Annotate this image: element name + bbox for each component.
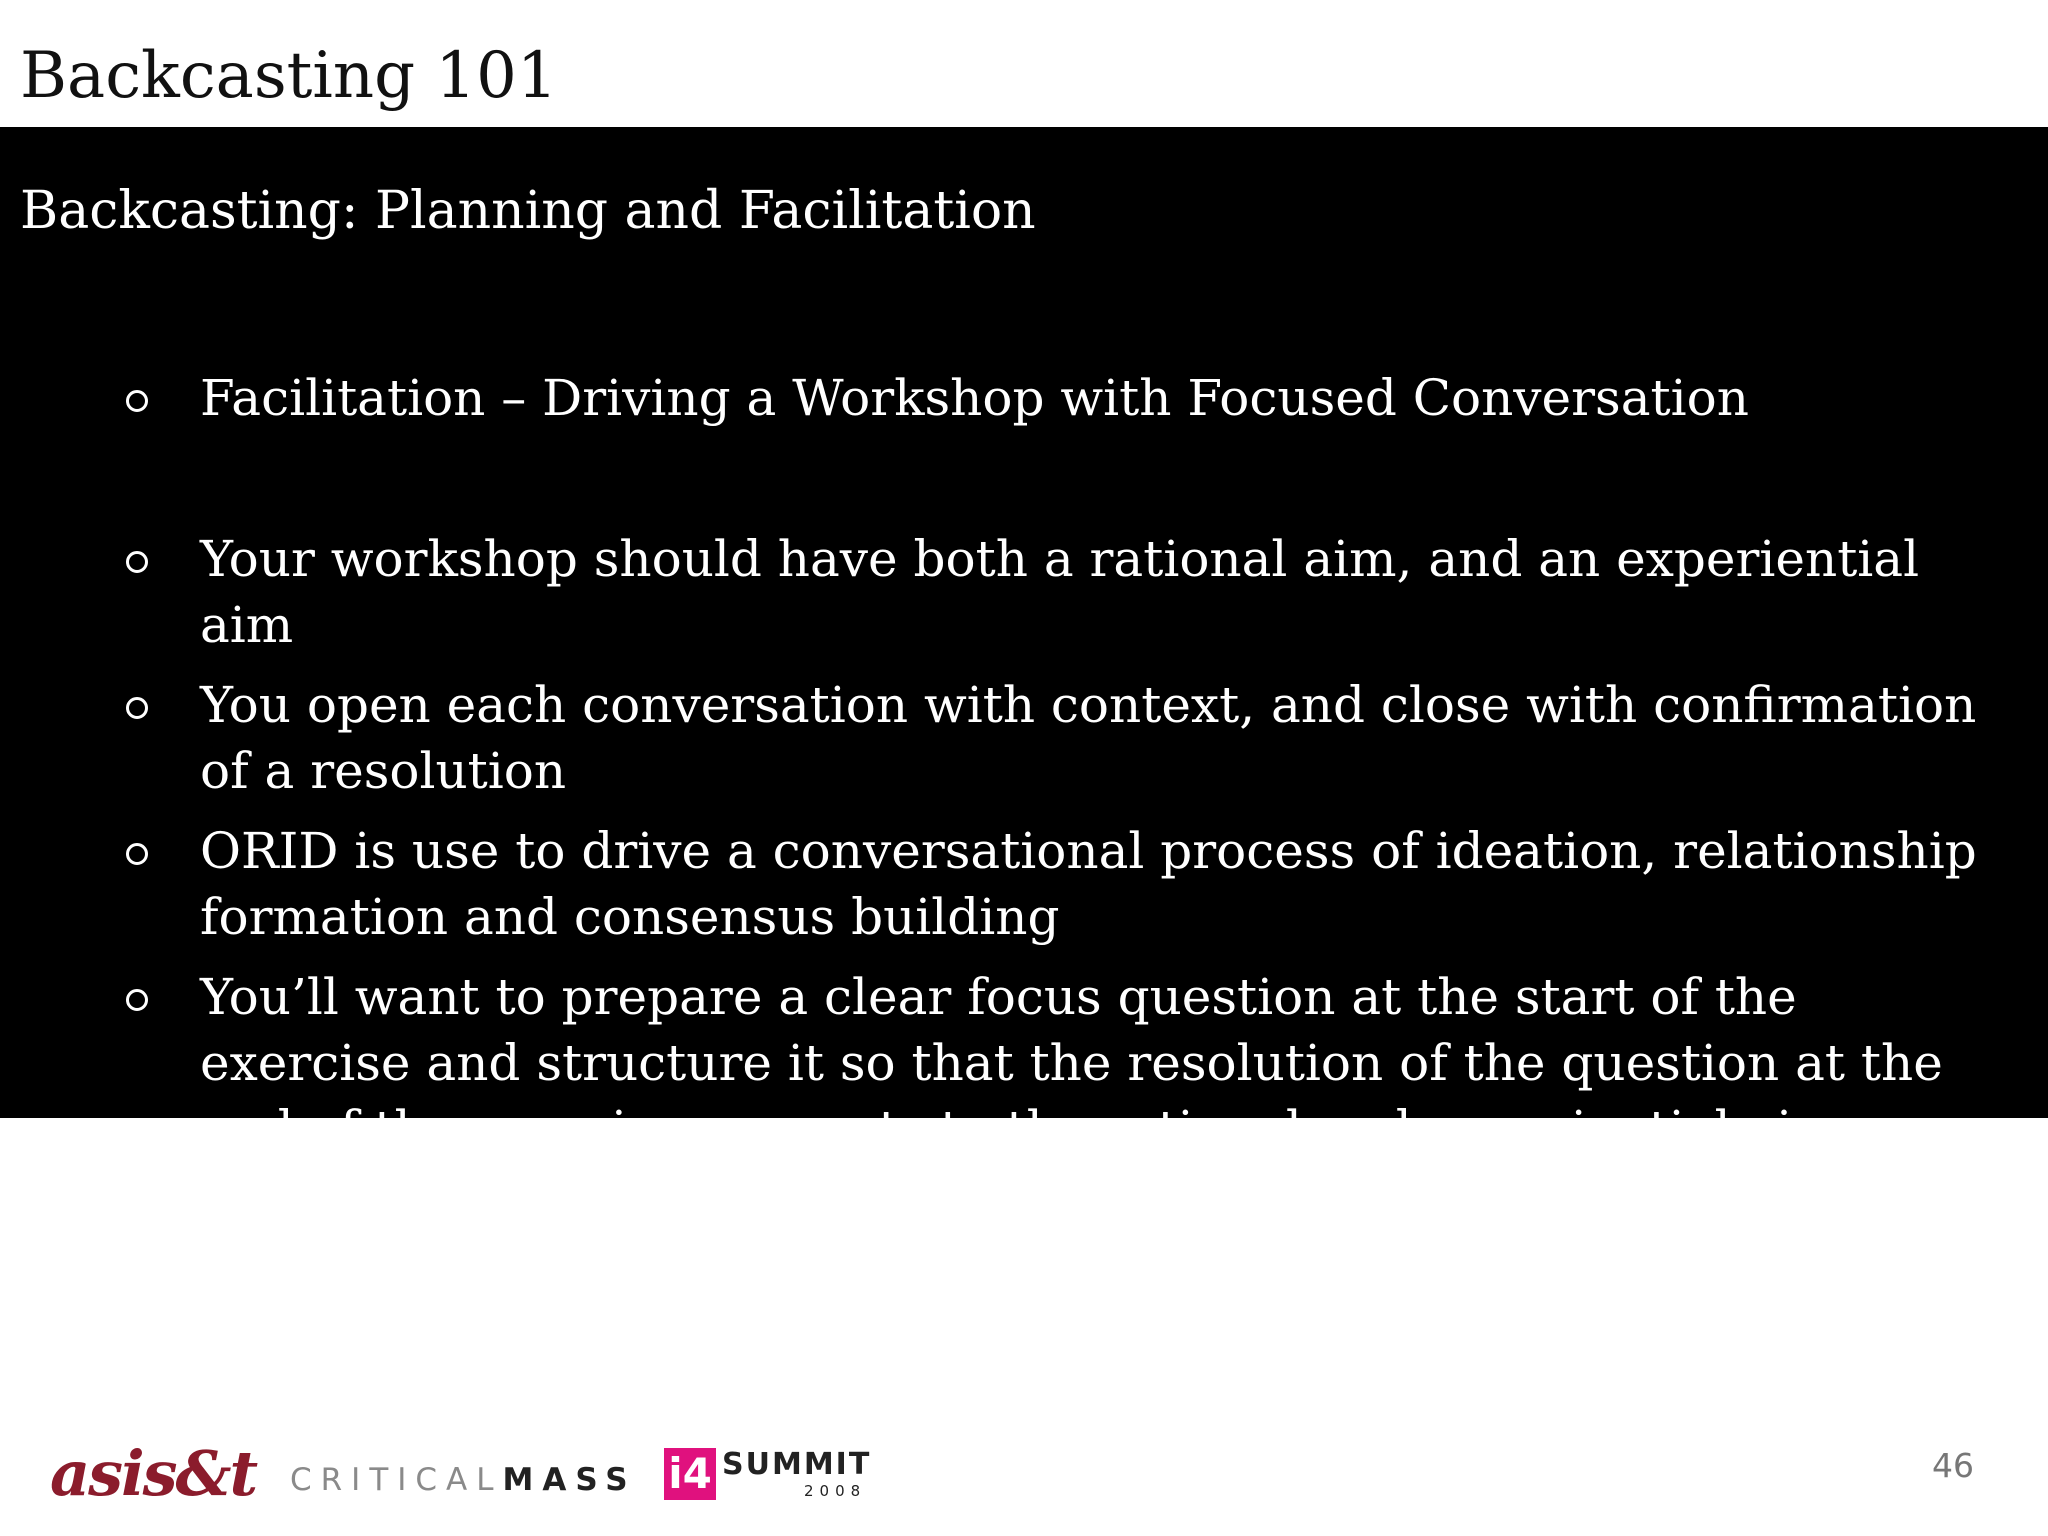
critical-mass-logo-critical: CRITICAL <box>290 1462 503 1498</box>
hollow-circle-bullet-icon <box>126 843 148 865</box>
summit-logo-word: SUMMIT <box>722 1447 872 1482</box>
asist-logo: asis&t <box>50 1437 257 1510</box>
bullet-item <box>0 964 2048 1162</box>
bullet-text: You’ll want to prepare a clear focus question at the start of the exercise and structure it so that the resolution of the question at the end of the exercise connects to the rational and experiential aims <box>200 968 1943 1158</box>
summit-logo-year: 2008 <box>804 1482 867 1500</box>
bullet-text: Your workshop should have both a rational aim, and an experiential aim <box>200 530 1920 654</box>
content-panel <box>0 127 2048 1158</box>
hollow-circle-bullet-icon <box>126 390 148 412</box>
bullet-item <box>0 526 2048 658</box>
critical-mass-logo <box>290 1460 637 1500</box>
critical-mass-logo-mass: MASS <box>502 1462 637 1498</box>
panel-heading: Backcasting: Planning and Facilitation <box>20 181 1036 241</box>
bullet-text: ORID is use to drive a conversational process of ideation, relationship formation and consensus building <box>200 822 1977 946</box>
bullet-text: You open each conversation with context, and close with confirmation of a resolution <box>200 676 1977 800</box>
bullet-item <box>0 672 2048 804</box>
hollow-circle-bullet-icon <box>126 989 148 1011</box>
i4-summit-logo <box>664 1448 874 1502</box>
bullet-item <box>0 818 2048 950</box>
i4-logo-mark: i4 <box>664 1448 716 1500</box>
hollow-circle-bullet-icon <box>126 551 148 573</box>
slide-number: 46 <box>1932 1446 1974 1485</box>
bullet-text: Facilitation – Driving a Workshop with Focused Conversation <box>200 369 1749 427</box>
bullet-item <box>0 365 2048 431</box>
slide-title: Backcasting 101 <box>20 39 558 113</box>
hollow-circle-bullet-icon <box>126 697 148 719</box>
bullet-list <box>0 365 2048 1176</box>
